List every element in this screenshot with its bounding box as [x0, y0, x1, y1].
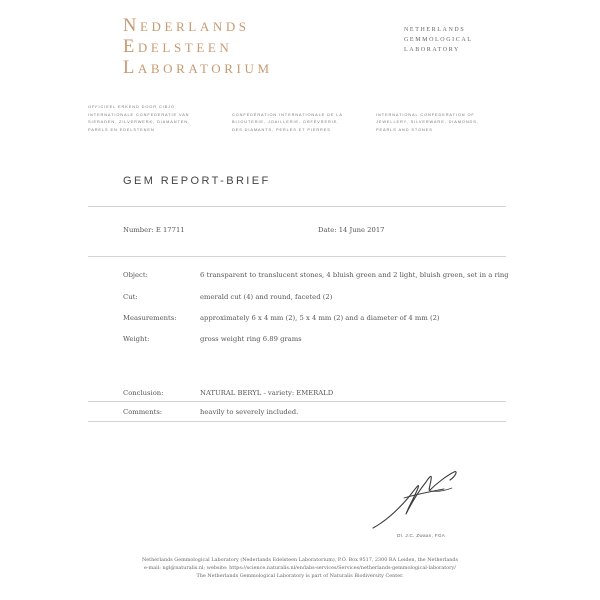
affiliation-english — [376, 103, 479, 133]
affiliation-line — [376, 103, 479, 111]
detail-label: Weight: — [123, 335, 150, 343]
lab-name-dutch — [123, 16, 273, 79]
report-title: GEM REPORT-BRIEF — [123, 175, 271, 187]
report-number: Number: E 17711 — [123, 226, 185, 234]
lab-name-en-line: NETHERLANDS — [404, 27, 466, 33]
affiliation-line: OFFICIEEL ERKEND DOOR CIBJO — [88, 104, 175, 109]
affiliation-line: DES DIAMANTS, PERLES ET PIERRES — [232, 126, 331, 132]
detail-value: 6 transparent to translucent stones, 4 bluish green and 2 light, bluish green, set in a ring — [200, 271, 509, 279]
signer-name: Dr. J.C. Zwaan, FGA — [397, 533, 446, 538]
affiliation-dutch — [88, 103, 190, 133]
footer-line: The Netherlands Gemmological Laboratory is part of Naturalis Biodiversity Center. — [196, 573, 404, 580]
detail-label: Measurements: — [123, 314, 177, 322]
divider — [88, 206, 506, 207]
detail-value: emerald cut (4) and round, faceted (2) — [200, 293, 333, 301]
comments-label: Comments: — [123, 408, 163, 416]
detail-label: Cut: — [123, 293, 138, 301]
divider — [88, 256, 506, 257]
affiliation-line — [232, 103, 343, 111]
lab-name-line: Laboratorium — [123, 58, 273, 78]
affiliation-line: SIERADEN, ZILVERWERK, DIAMANTEN, — [88, 119, 190, 125]
comments-value: heavily to severely included. — [200, 408, 299, 416]
footer-line: Netherlands Gemmological Laboratory (Nederlands Edelsteen Laboratorium), P.O. Box 9517, 2300 RA Leiden, the Netherlands — [141, 557, 459, 563]
footer — [0, 556, 600, 581]
divider — [88, 421, 506, 422]
report-date: Date: 14 June 2017 — [318, 226, 385, 234]
affiliation-line: PARELS EN EDELSTENEN — [88, 126, 155, 132]
divider — [88, 401, 506, 402]
conclusion-value: NATURAL BERYL - variety: EMERALD — [200, 389, 334, 397]
affiliation-line: INTERNATIONAL CONFEDERATION OF — [376, 111, 475, 117]
footer-line: e-mail: ngl@naturalis.nl; website: https://science.naturalis.nl/en/labs-services/Services/netherlands-gemmological-laboratory/ — [144, 565, 456, 572]
affiliation-line: BIJOUTERIE, JOAILLERIE, ORFÈVRERIE, — [232, 119, 340, 125]
lab-name-english — [404, 25, 473, 55]
detail-value: approximately 6 x 4 mm (2), 5 x 4 mm (2) and a diameter of 4 mm (2) — [200, 314, 440, 322]
affiliation-french — [232, 103, 343, 133]
signature-image — [370, 462, 470, 534]
detail-label: Object: — [123, 271, 148, 279]
lab-name-line: Edelsteen — [123, 37, 233, 57]
conclusion-label: Conclusion: — [123, 389, 164, 397]
lab-name-en-line: GEMMOLOGICAL — [404, 37, 473, 43]
affiliation-line: PEARLS AND STONES — [376, 126, 433, 132]
detail-value: gross weight ring 6.89 grams — [200, 335, 302, 343]
lab-name-en-line: LABORATORY — [404, 47, 460, 53]
affiliation-line: CONFÉDÉRATION INTERNATIONALE DE LA — [232, 111, 343, 117]
lab-name-line: Nederlands — [123, 16, 250, 36]
affiliation-line: JEWELLERY, SILVERWARE, DIAMONDS, — [376, 119, 479, 125]
affiliation-line: INTERNATIONALE CONFEDERATIE VAN — [88, 111, 190, 117]
